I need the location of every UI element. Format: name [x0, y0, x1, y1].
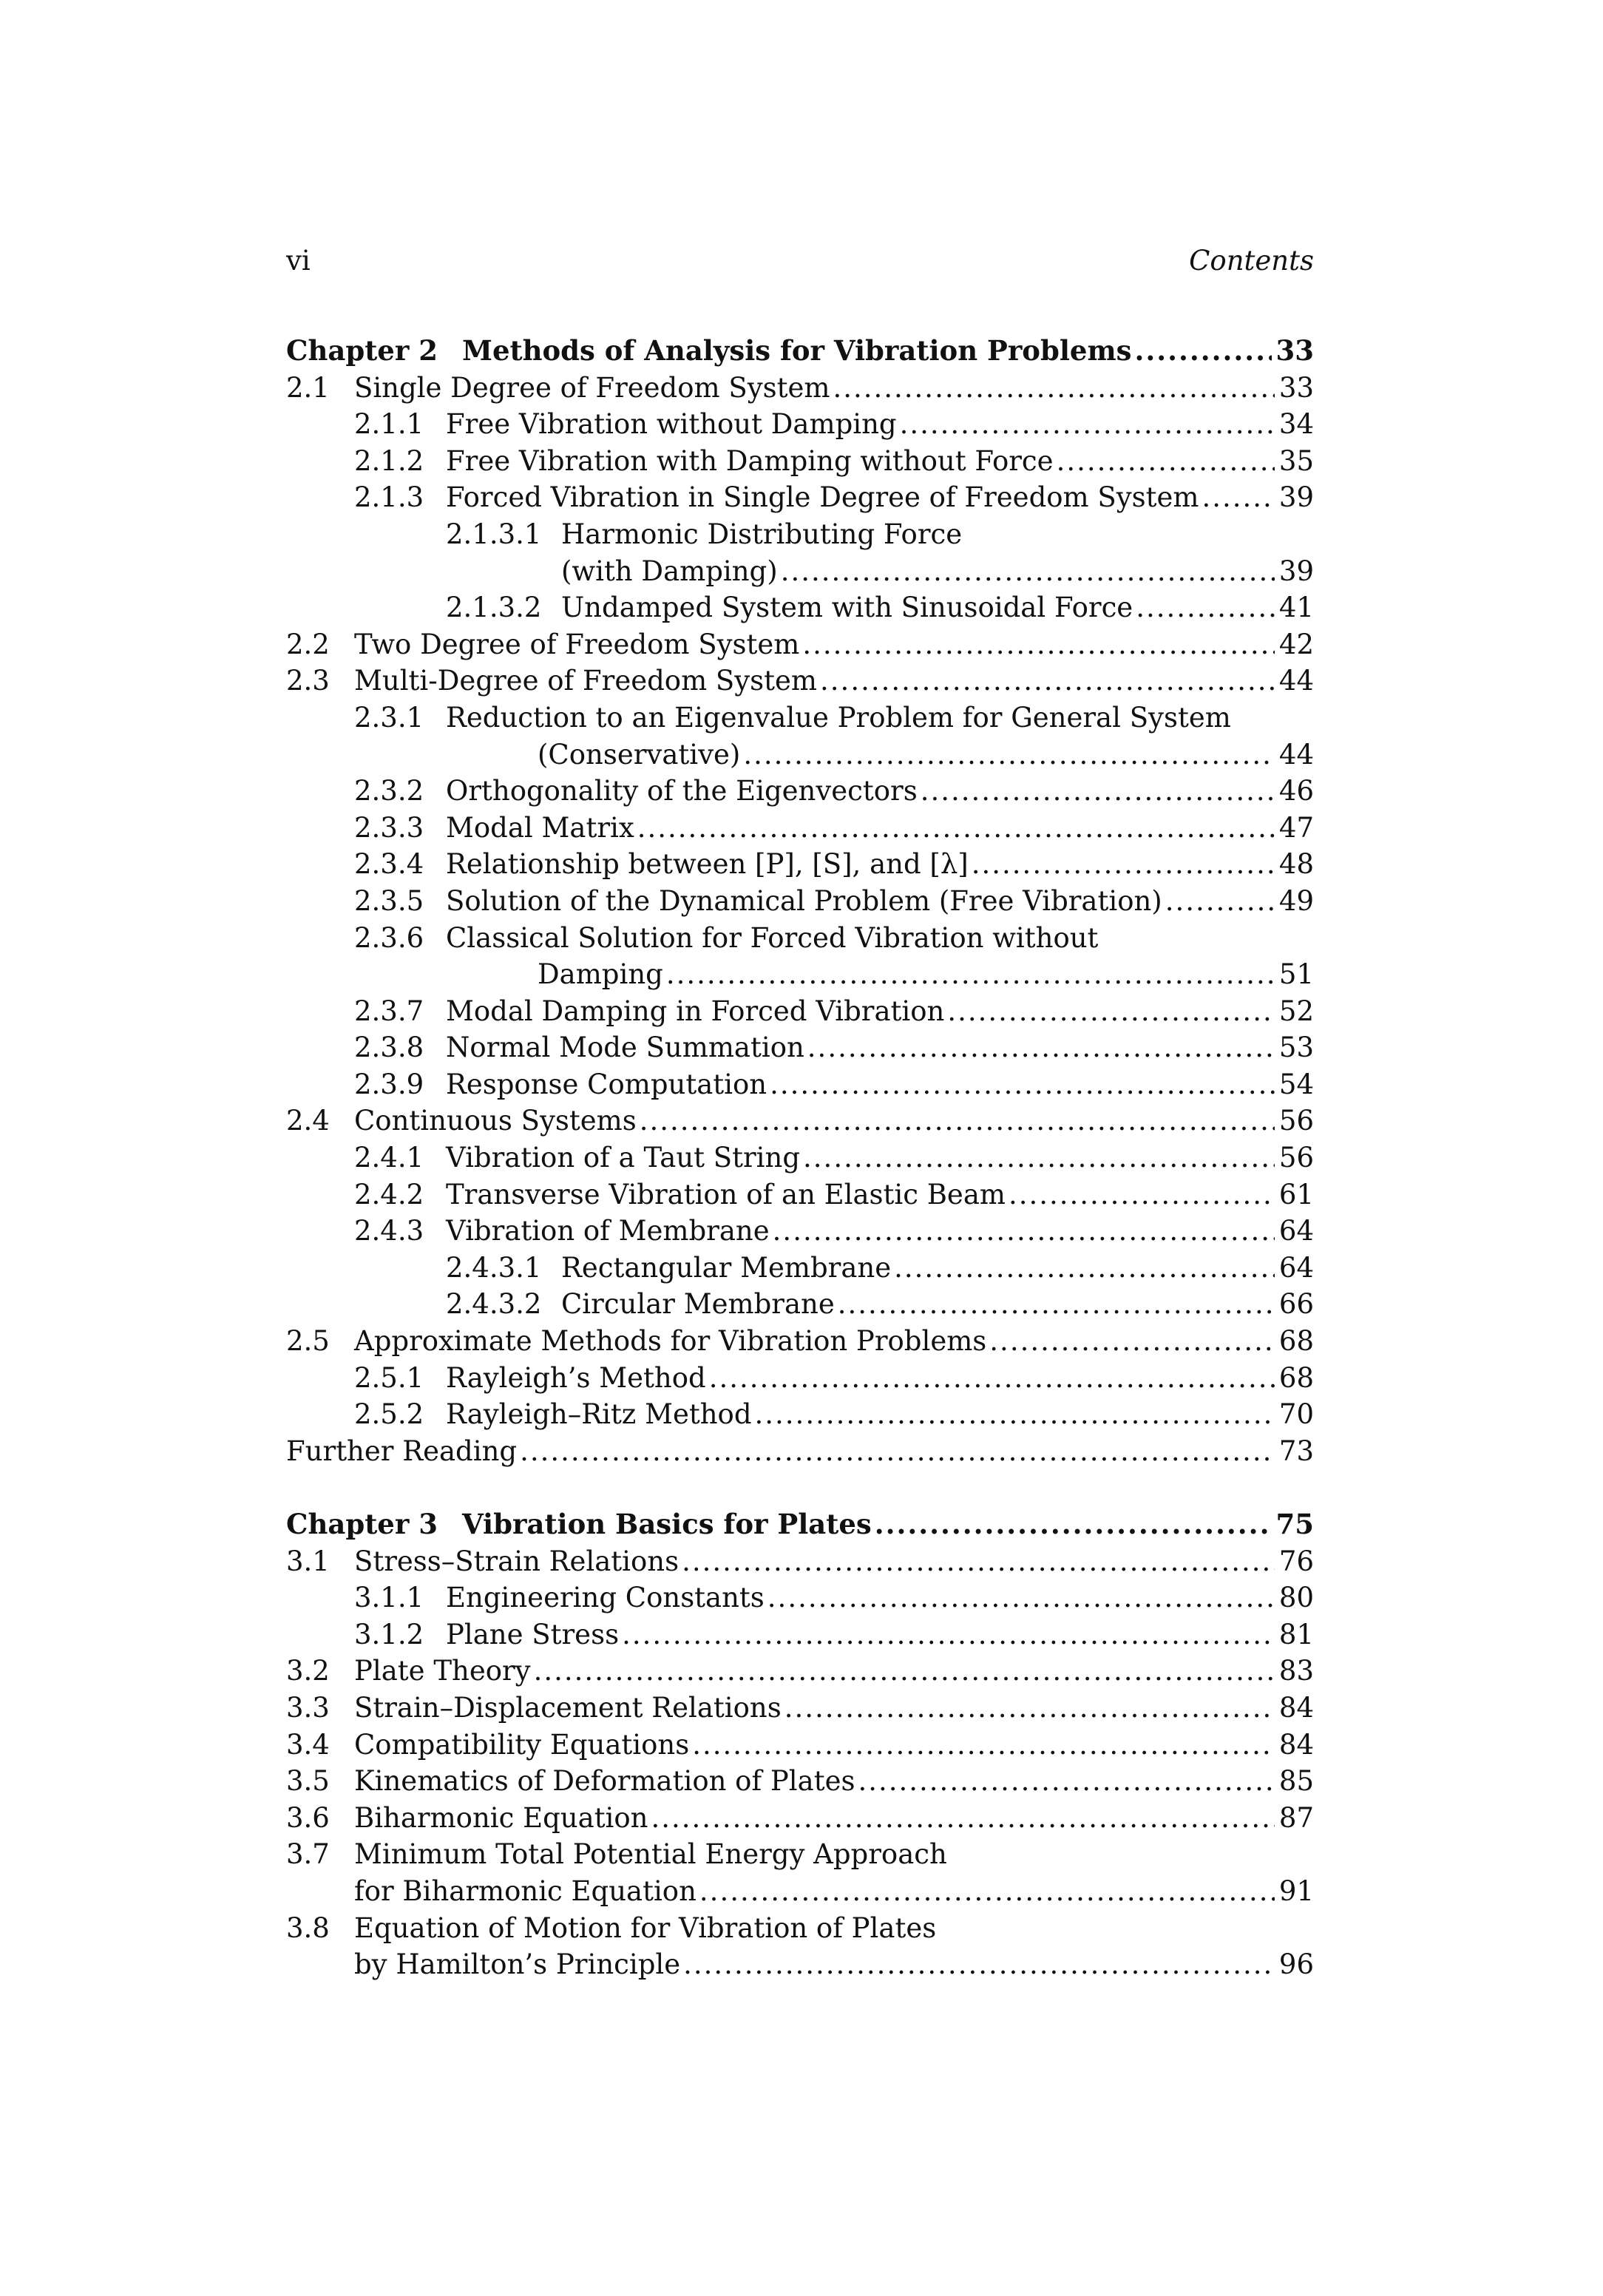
entry-title: Normal Mode Summation: [446, 1032, 804, 1064]
entry-title: Undamped System with Sinusoidal Force: [561, 592, 1133, 624]
entry-page: 47: [1278, 811, 1314, 844]
toc-entry-further-reading[interactable]: [286, 1433, 1314, 1470]
entry-title: Further Reading: [286, 1435, 518, 1467]
entry-title: Equation of Motion for Vibration of Plates: [354, 1911, 937, 1944]
leader-dots: [1009, 1176, 1275, 1213]
entry-page: 33: [1278, 371, 1314, 404]
leader-dots: [989, 1323, 1275, 1360]
toc-entry[interactable]: [286, 1579, 1314, 1616]
toc-entry[interactable]: [286, 1727, 1314, 1764]
entry-number: 3.2: [286, 1655, 330, 1687]
toc-entry[interactable]: [286, 810, 1314, 847]
entry-number: 2.4.1: [354, 1142, 424, 1174]
page-number: vi: [286, 245, 311, 277]
entry-title: Biharmonic Equation: [354, 1801, 648, 1834]
chapter-label: Chapter 3: [286, 1508, 438, 1540]
toc-entry[interactable]: [286, 993, 1314, 1030]
entry-page: 48: [1278, 848, 1314, 881]
chapter-page: 33: [1275, 334, 1314, 367]
leader-dots: [682, 1543, 1275, 1580]
leader-dots: [1165, 883, 1275, 920]
entry-title: Stress–Strain Relations: [354, 1545, 680, 1577]
chapter-heading[interactable]: [286, 333, 1314, 370]
entry-title: Single Degree of Freedom System: [354, 371, 830, 404]
entry-number: 2.4.3.2: [446, 1288, 542, 1321]
entry-number: 2.2: [286, 628, 330, 660]
leader-dots: [807, 1029, 1275, 1066]
entry-title: Forced Vibration in Single Degree of Freedom System: [446, 481, 1199, 514]
entry-number: 2.3.5: [354, 884, 424, 917]
entry-page: 56: [1278, 1105, 1314, 1137]
toc-entry[interactable]: [286, 1543, 1314, 1580]
leader-dots: [534, 1653, 1275, 1690]
entry-title: Strain–Displacement Relations: [354, 1691, 782, 1724]
leader-dots: [803, 1139, 1275, 1176]
entry-title: Free Vibration with Damping without Force: [446, 444, 1054, 477]
leader-dots: [838, 1286, 1275, 1323]
entry-page: 56: [1278, 1142, 1314, 1174]
leader-dots: [651, 1800, 1275, 1837]
toc-entry[interactable]: [286, 1176, 1314, 1213]
leader-dots: [781, 553, 1275, 590]
leader-dots: [773, 1213, 1275, 1250]
toc-entry[interactable]: [286, 1103, 1314, 1139]
entry-page: 68: [1278, 1361, 1314, 1394]
leader-dots: [820, 663, 1275, 700]
toc-entry[interactable]: [286, 1836, 1314, 1873]
leader-dots: [1134, 333, 1271, 370]
entry-number: 2.3.1: [354, 701, 424, 734]
chapter-label: Chapter 2: [286, 334, 438, 367]
entry-title: Classical Solution for Forced Vibration without: [446, 921, 1099, 954]
toc-entry[interactable]: [286, 1616, 1314, 1653]
leader-dots: [743, 736, 1275, 773]
entry-title: Harmonic Distributing Force: [561, 518, 963, 550]
entry-number: 2.1: [286, 371, 330, 404]
entry-page: 70: [1278, 1398, 1314, 1431]
toc-entry[interactable]: [286, 883, 1314, 920]
toc-entry[interactable]: [286, 1286, 1314, 1323]
leader-dots: [666, 956, 1275, 993]
toc-entry[interactable]: [286, 1213, 1314, 1250]
entry-page: 84: [1278, 1728, 1314, 1761]
entry-title: Plate Theory: [354, 1655, 531, 1687]
toc-entry[interactable]: [286, 1139, 1314, 1176]
entry-page: 66: [1278, 1288, 1314, 1321]
entry-page: 64: [1278, 1215, 1314, 1247]
entry-title: Modal Matrix: [446, 811, 634, 844]
entry-page: 44: [1278, 738, 1314, 771]
toc-entry[interactable]: [286, 920, 1314, 957]
table-of-contents: [286, 333, 1314, 1983]
entry-title: Modal Damping in Forced Vibration: [446, 995, 945, 1027]
entry-number: 3.1.2: [354, 1618, 424, 1650]
entry-number: 2.1.1: [354, 408, 424, 441]
entry-page: 49: [1278, 884, 1314, 917]
entry-number: 2.5.2: [354, 1398, 424, 1431]
entry-number: 3.4: [286, 1728, 330, 1761]
chapter-title: Methods of Analysis for Vibration Problems: [462, 334, 1132, 367]
leader-dots: [947, 993, 1275, 1030]
leader-dots: [894, 1250, 1275, 1287]
leader-dots: [640, 1103, 1275, 1139]
leader-dots: [921, 773, 1275, 810]
entry-title: Relationship between [P], [S], and [λ]: [446, 848, 969, 881]
toc-entry-continuation[interactable]: [286, 1946, 1314, 1983]
entry-title: Kinematics of Deformation of Plates: [354, 1765, 855, 1798]
entry-title: Continuous Systems: [354, 1105, 637, 1137]
entry-number: 2.3.4: [354, 848, 424, 881]
leader-dots: [637, 810, 1275, 847]
entry-title: Multi-Degree of Freedom System: [354, 665, 818, 697]
entry-number: 2.3.7: [354, 995, 424, 1027]
toc-entry[interactable]: [286, 1910, 1314, 1947]
entry-title: Rayleigh–Ritz Method: [446, 1398, 752, 1431]
entry-page: 84: [1278, 1691, 1314, 1724]
entry-page: 54: [1278, 1068, 1314, 1100]
leader-dots: [755, 1396, 1275, 1433]
running-title: Contents: [1189, 245, 1314, 277]
leader-dots: [858, 1763, 1274, 1800]
entry-page: 41: [1278, 592, 1314, 624]
entry-page: 51: [1278, 958, 1314, 991]
entry-number: 3.1: [286, 1545, 330, 1577]
entry-title-continuation: for Biharmonic Equation: [354, 1875, 697, 1907]
entry-title-continuation: Damping: [538, 958, 663, 991]
toc-entry[interactable]: [286, 1396, 1314, 1433]
leader-dots: [520, 1433, 1275, 1470]
entry-number: 2.4.3.1: [446, 1251, 542, 1284]
entry-title: Two Degree of Freedom System: [354, 628, 800, 660]
entry-number: 2.1.2: [354, 444, 424, 477]
toc-entry-continuation[interactable]: [286, 553, 1314, 590]
toc-entry[interactable]: [286, 1763, 1314, 1800]
entry-title: Free Vibration without Damping: [446, 408, 897, 441]
leader-dots: [875, 1506, 1272, 1543]
leader-dots: [833, 370, 1274, 407]
entry-title: Minimum Total Potential Energy Approach: [354, 1838, 947, 1871]
entry-page: 85: [1278, 1765, 1314, 1798]
toc-entry[interactable]: [286, 846, 1314, 883]
entry-title: Plane Stress: [446, 1618, 620, 1650]
entry-number: 2.1.3.1: [446, 518, 542, 550]
toc-entry-continuation[interactable]: [286, 956, 1314, 993]
entry-title: Rayleigh’s Method: [446, 1361, 706, 1394]
entry-number: 2.4: [286, 1105, 330, 1137]
entry-page: 73: [1278, 1435, 1314, 1467]
entry-number: 2.3.9: [354, 1068, 424, 1100]
toc-entry[interactable]: [286, 1800, 1314, 1837]
toc-entry[interactable]: [286, 479, 1314, 516]
entry-number: 3.1.1: [354, 1582, 424, 1614]
chapter-heading[interactable]: [286, 1506, 1314, 1543]
entry-number: 2.1.3: [354, 481, 424, 514]
leader-dots: [770, 1066, 1275, 1103]
entry-number: 2.3: [286, 665, 330, 697]
entry-number: 3.8: [286, 1911, 330, 1944]
entry-page: 96: [1278, 1948, 1314, 1981]
entry-title: Response Computation: [446, 1068, 767, 1100]
entry-title: Rectangular Membrane: [561, 1251, 892, 1284]
entry-page: 42: [1278, 628, 1314, 660]
entry-number: 2.1.3.2: [446, 592, 542, 624]
entry-number: 2.3.6: [354, 921, 424, 954]
leader-dots: [683, 1946, 1275, 1983]
entry-title: Circular Membrane: [561, 1288, 835, 1321]
leader-dots: [692, 1727, 1275, 1764]
entry-page: 34: [1278, 408, 1314, 441]
chapter-spacer: [286, 1469, 1314, 1506]
entry-page: 64: [1278, 1251, 1314, 1284]
leader-dots: [900, 406, 1275, 443]
entry-number: 3.5: [286, 1765, 330, 1798]
entry-number: 2.3.2: [354, 775, 424, 807]
entry-page: 39: [1278, 555, 1314, 587]
entry-page: 80: [1278, 1582, 1314, 1614]
entry-number: 2.5: [286, 1325, 330, 1358]
entry-title: Vibration of a Taut String: [446, 1142, 801, 1174]
entry-page: 81: [1278, 1618, 1314, 1650]
toc-entry[interactable]: [286, 1653, 1314, 1690]
toc-entry[interactable]: [286, 626, 1314, 663]
entry-title: Engineering Constants: [446, 1582, 765, 1614]
entry-title: Solution of the Dynamical Problem (Free Vibration): [446, 884, 1162, 917]
entry-page: 83: [1278, 1655, 1314, 1687]
toc-entry[interactable]: [286, 370, 1314, 407]
toc-entry[interactable]: [286, 1029, 1314, 1066]
entry-number: 2.3.3: [354, 811, 424, 844]
leader-dots: [784, 1690, 1275, 1727]
leader-dots: [802, 626, 1275, 663]
leader-dots: [972, 846, 1275, 883]
chapter-page: 75: [1275, 1508, 1314, 1540]
toc-entry-continuation[interactable]: [286, 1873, 1314, 1910]
entry-title: Approximate Methods for Vibration Problems: [354, 1325, 987, 1358]
entry-title: Compatibility Equations: [354, 1728, 690, 1761]
entry-number: 2.4.3: [354, 1215, 424, 1247]
toc-entry[interactable]: [286, 663, 1314, 700]
chapter-title: Vibration Basics for Plates: [462, 1508, 872, 1540]
entry-number: 2.4.2: [354, 1178, 424, 1210]
toc-entry[interactable]: [286, 406, 1314, 443]
entry-page: 44: [1278, 665, 1314, 697]
toc-entry[interactable]: [286, 1250, 1314, 1287]
entry-title-continuation: (with Damping): [561, 555, 778, 587]
toc-entry[interactable]: [286, 589, 1314, 626]
entry-page: 52: [1278, 995, 1314, 1027]
leader-dots: [1057, 443, 1275, 480]
entry-number: 2.3.8: [354, 1032, 424, 1064]
toc-entry-continuation[interactable]: [286, 736, 1314, 773]
entry-page: 39: [1278, 481, 1314, 514]
leader-dots: [622, 1616, 1275, 1653]
entry-title: Orthogonality of the Eigenvectors: [446, 775, 918, 807]
toc-entry[interactable]: [286, 443, 1314, 480]
leader-dots: [1136, 589, 1275, 626]
leader-dots: [709, 1360, 1275, 1397]
leader-dots: [699, 1873, 1275, 1910]
toc-entry[interactable]: [286, 1360, 1314, 1397]
entry-page: 91: [1278, 1875, 1314, 1907]
leader-dots: [767, 1579, 1275, 1616]
entry-title-continuation: (Conservative): [538, 738, 741, 771]
entry-page: 76: [1278, 1545, 1314, 1577]
toc-entry[interactable]: [286, 1066, 1314, 1103]
toc-entry[interactable]: [286, 773, 1314, 810]
entry-page: 46: [1278, 775, 1314, 807]
entry-page: 87: [1278, 1801, 1314, 1834]
toc-entry[interactable]: [286, 516, 1314, 553]
entry-page: 53: [1278, 1032, 1314, 1064]
entry-page: 35: [1278, 444, 1314, 477]
entry-page: 61: [1278, 1178, 1314, 1210]
entry-number: 2.5.1: [354, 1361, 424, 1394]
entry-page: 68: [1278, 1325, 1314, 1358]
entry-number: 3.3: [286, 1691, 330, 1724]
entry-title-continuation: by Hamilton’s Principle: [354, 1948, 681, 1981]
entry-title: Vibration of Membrane: [446, 1215, 770, 1247]
entry-number: 3.7: [286, 1838, 330, 1871]
toc-entry[interactable]: [286, 1690, 1314, 1727]
entry-title: Transverse Vibration of an Elastic Beam: [446, 1178, 1006, 1210]
entry-number: 3.6: [286, 1801, 330, 1834]
toc-entry[interactable]: [286, 700, 1314, 736]
page-header: [286, 240, 1314, 282]
leader-dots: [1202, 479, 1274, 516]
entry-title: Reduction to an Eigenvalue Problem for General System: [446, 701, 1231, 734]
toc-entry[interactable]: [286, 1323, 1314, 1360]
